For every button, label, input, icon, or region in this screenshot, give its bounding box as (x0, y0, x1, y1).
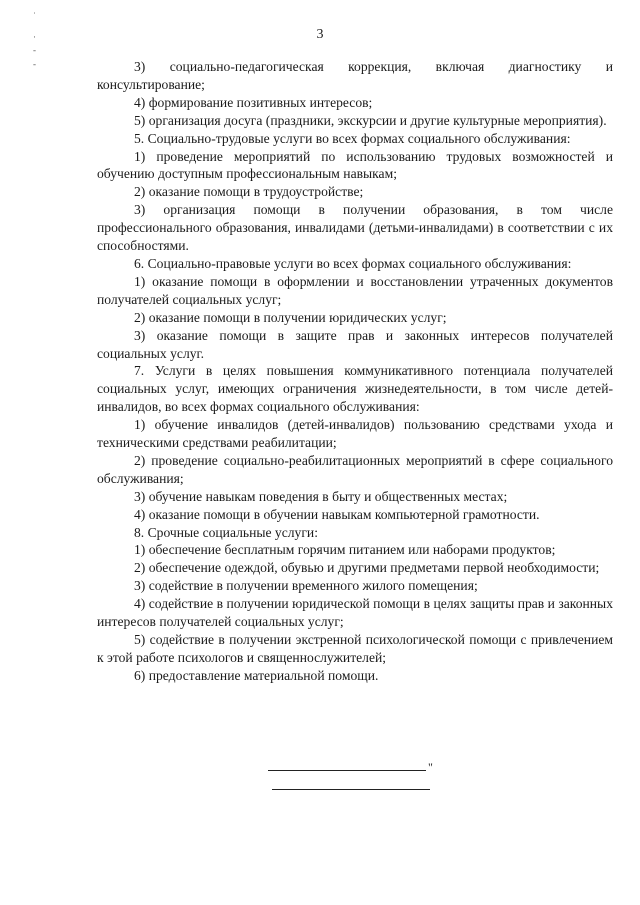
paragraph: 1) обучение инвалидов (детей-инвалидов) пользованию средствами ухода и техническими средствами реабилитации; (97, 417, 613, 451)
paragraph: 3) обучение навыкам поведения в быту и общественных местах; (134, 488, 508, 504)
paragraph: 3) социально-педагогическая коррекция, включая диагностику и консультирование; (97, 59, 613, 92)
paragraph: 5) содействие в получении экстренной психологической помощи с привлечением к этой работе психологов и священнослужителей; (97, 632, 613, 665)
document-body (97, 58, 613, 685)
paragraph: 3) содействие в получении временного жилого помещения; (134, 578, 478, 594)
paragraph: 3) организация помощи в получении образования, в том числе профессионального образования, инвалидами (детьми-инвалидами) в соответствии с их способностями. (97, 202, 613, 254)
quote-mark: " (428, 760, 433, 774)
paragraph: 4) формирование позитивных интересов; (134, 94, 373, 110)
paragraph: 2) оказание помощи в получении юридических услуг; (134, 309, 447, 325)
section-heading: 6. Социально-правовые услуги во всех формах социального обслуживания: (134, 255, 572, 271)
margin-mark: · (33, 32, 36, 42)
section-heading: 7. Услуги в целях повышения коммуникативного потенциала получателей социальных услуг, имеющих ограничения жизнедеятельности, в том числе детей-инвалидов, во всех формах социального обслуживания: (97, 363, 613, 415)
signature-line (268, 770, 426, 771)
paragraph: 3) оказание помощи в защите прав и законных интересов получателей социальных услуг. (97, 327, 613, 361)
paragraph: 1) обеспечение бесплатным горячим питанием или наборами продуктов; (134, 542, 556, 558)
paragraph: 5) организация досуга (праздники, экскурсии и другие культурные мероприятия). (134, 112, 607, 128)
paragraph: 1) проведение мероприятий по использованию трудовых возможностей и обучению доступным профессиональным навыкам; (97, 148, 613, 182)
paragraph: 4) содействие в получении юридической помощи в целях защиты прав и законных интересов получателей социальных услуг; (97, 596, 613, 630)
margin-mark: - (33, 59, 36, 69)
paragraph: 2) проведение социально-реабилитационных мероприятий в сфере социального обслуживания; (97, 452, 613, 486)
signature-underline (272, 789, 430, 790)
paragraph: 2) оказание помощи в трудоустройстве; (134, 184, 364, 200)
section-heading: 5. Социально-трудовые услуги во всех формах социального обслуживания: (134, 130, 571, 146)
paragraph: 4) оказание помощи в обучении навыкам компьютерной грамотности. (134, 506, 540, 522)
section-heading: 8. Срочные социальные услуги: (134, 524, 318, 540)
page-number: 3 (316, 27, 324, 42)
paragraph: 6) предоставление материальной помощи. (134, 667, 379, 683)
paragraph: 1) оказание помощи в оформлении и восстановлении утраченных документов получателей социальных услуг; (97, 273, 613, 307)
margin-mark: ˙ (33, 11, 36, 21)
margin-mark: - (33, 45, 36, 55)
paragraph: 2) обеспечение одеждой, обувью и другими предметами первой необходимости; (134, 560, 600, 576)
